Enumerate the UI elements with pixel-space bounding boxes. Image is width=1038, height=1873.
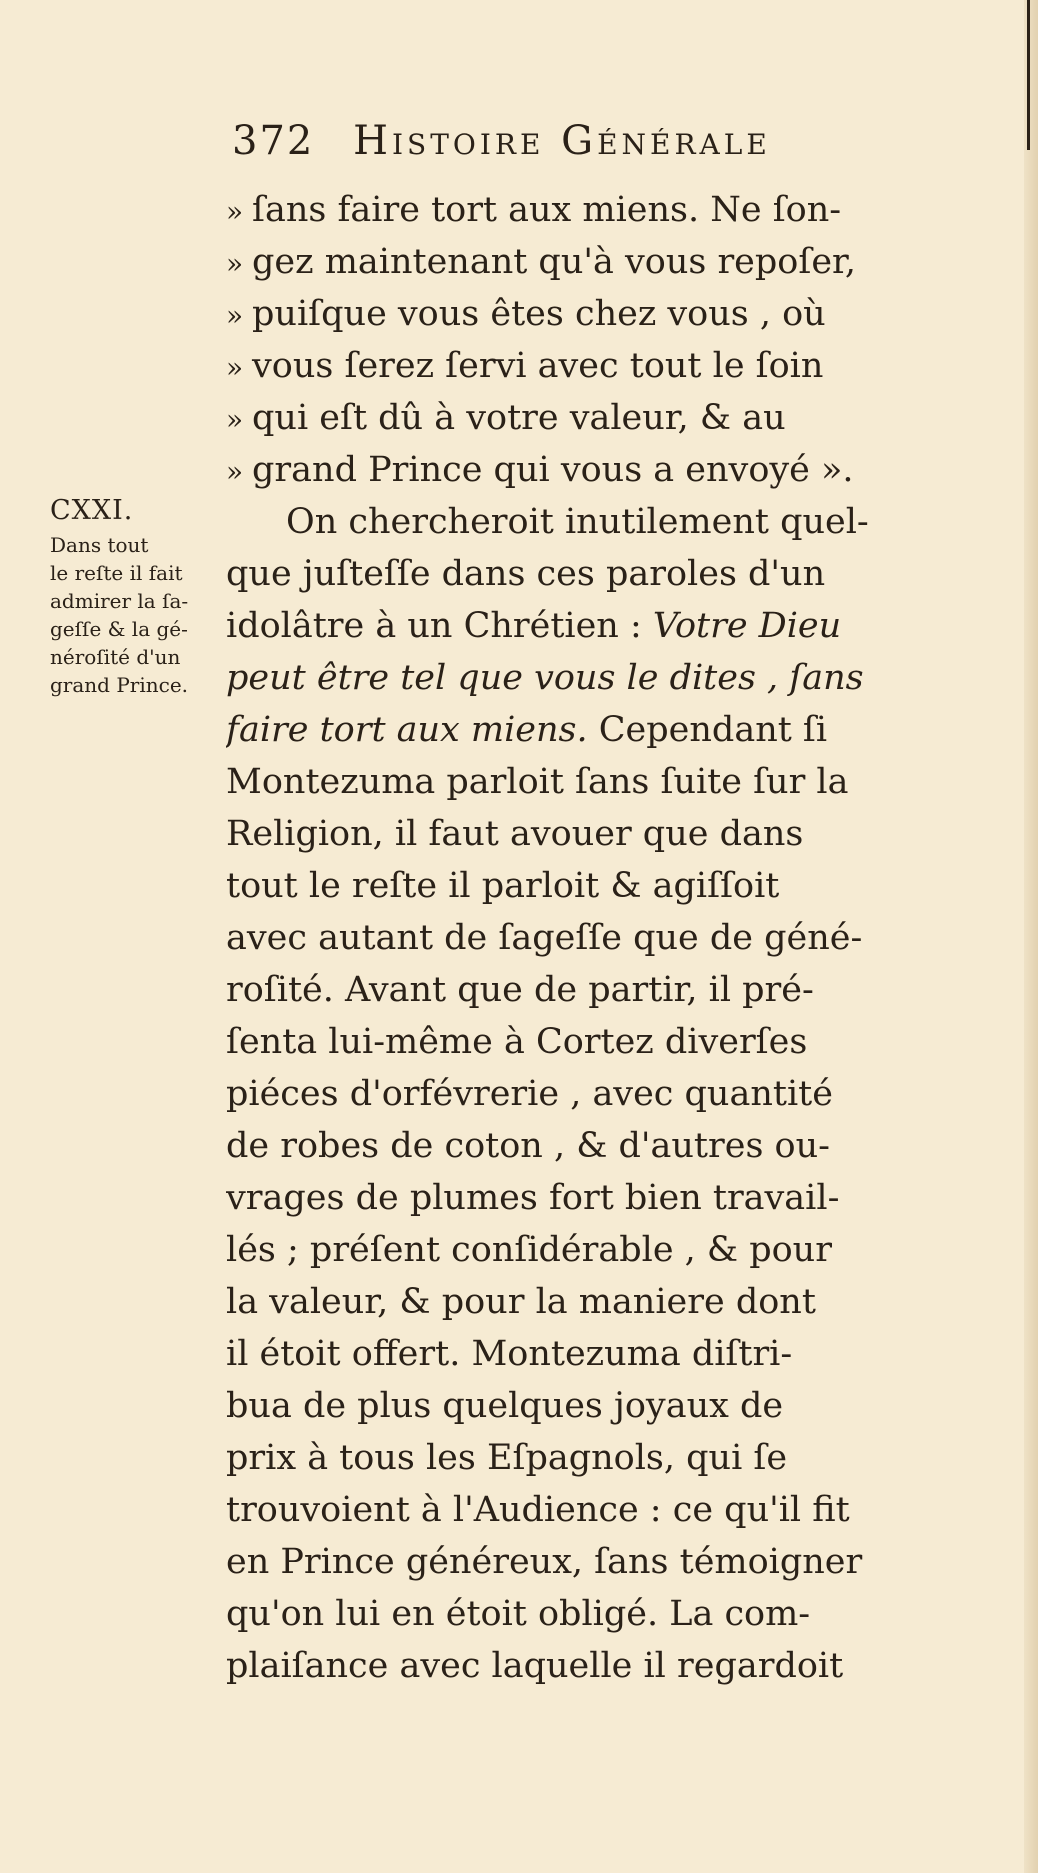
- text-roman: idolâtre à un Chrétien :: [226, 606, 653, 646]
- margin-note-line: le reſte il fait: [50, 561, 183, 585]
- paragraph-first-line: On chercheroit inutilement quel-: [286, 502, 869, 542]
- quoted-line: » grand Prince qui vous a envoyé ».: [226, 444, 946, 496]
- text-line: [226, 600, 946, 652]
- text-line: il étoit offert. Montezuma diſtri-: [226, 1334, 793, 1374]
- text-line: piéces d'orfévrerie , avec quantité: [226, 1074, 833, 1114]
- page-number: 372: [232, 118, 315, 164]
- margin-note-line: néroſité d'un: [50, 645, 181, 669]
- margin-note-line: grand Prince.: [50, 673, 189, 697]
- text-italic: Votre Dieu: [652, 606, 842, 646]
- quoted-line: » puiſque vous êtes chez vous , où: [226, 288, 946, 340]
- margin-notes: [50, 491, 225, 699]
- text-line: vrages de plumes fort bien travail-: [226, 1178, 840, 1218]
- text-line: ſenta lui-même à Cortez diverſes: [226, 1022, 808, 1062]
- page-edge: [1024, 0, 1038, 1873]
- page-header: [232, 118, 771, 164]
- text-line: qu'on lui en étoit obligé. La com-: [226, 1594, 811, 1634]
- text-line: trouvoient à l'Audience : ce qu'il fit: [226, 1490, 850, 1530]
- running-title: Histoire Générale: [353, 118, 771, 164]
- margin-note-line: geſſe & la gé-: [50, 617, 188, 641]
- text-line: [226, 704, 946, 756]
- text-line: plaiſance avec laquelle il regardoit: [226, 1646, 844, 1686]
- text-line: la valeur, & pour la maniere dont: [226, 1282, 816, 1322]
- quoted-line: » ſans faire tort aux miens. Ne ſon-: [226, 184, 946, 236]
- text-line: lés ; préſent conſidérable , & pour: [226, 1230, 832, 1270]
- text-line: de robes de coton , & d'autres ou-: [226, 1126, 830, 1166]
- quoted-line: » qui eſt dû à votre valeur, & au: [226, 392, 946, 444]
- page-edge-line: [1027, 0, 1030, 150]
- text-line: Montezuma parloit ſans ſuite ſur la: [226, 762, 849, 802]
- text-line: prix à tous les Eſpagnols, qui ſe: [226, 1438, 788, 1478]
- text-line: bua de plus quelques joyaux de: [226, 1386, 784, 1426]
- text-line: que juſteſſe dans ces paroles d'un: [226, 554, 826, 594]
- text-line: en Prince généreux, ſans témoigner: [226, 1542, 863, 1582]
- section-number: CXXI.: [50, 495, 134, 526]
- text-line: tout le reſte il parloit & agiſſoit: [226, 866, 780, 906]
- quoted-line: » gez maintenant qu'à vous repoſer,: [226, 236, 946, 288]
- text-line: roſité. Avant que de partir, il pré-: [226, 970, 814, 1010]
- text-italic: faire tort aux miens.: [226, 710, 588, 750]
- margin-note-line: admirer la ſa-: [50, 589, 189, 613]
- margin-note-line: Dans tout: [50, 533, 149, 557]
- quoted-line: » vous ſerez ſervi avec tout le ſoin: [226, 340, 946, 392]
- text-line: Religion, il faut avouer que dans: [226, 814, 804, 854]
- text-line: avec autant de ſageſſe que de géné-: [226, 918, 863, 958]
- body-text: [226, 184, 946, 1692]
- text-roman: Cependant ſi: [587, 710, 828, 750]
- text-italic: peut être tel que vous le dites , ſans: [226, 658, 864, 698]
- text-line: [226, 652, 946, 704]
